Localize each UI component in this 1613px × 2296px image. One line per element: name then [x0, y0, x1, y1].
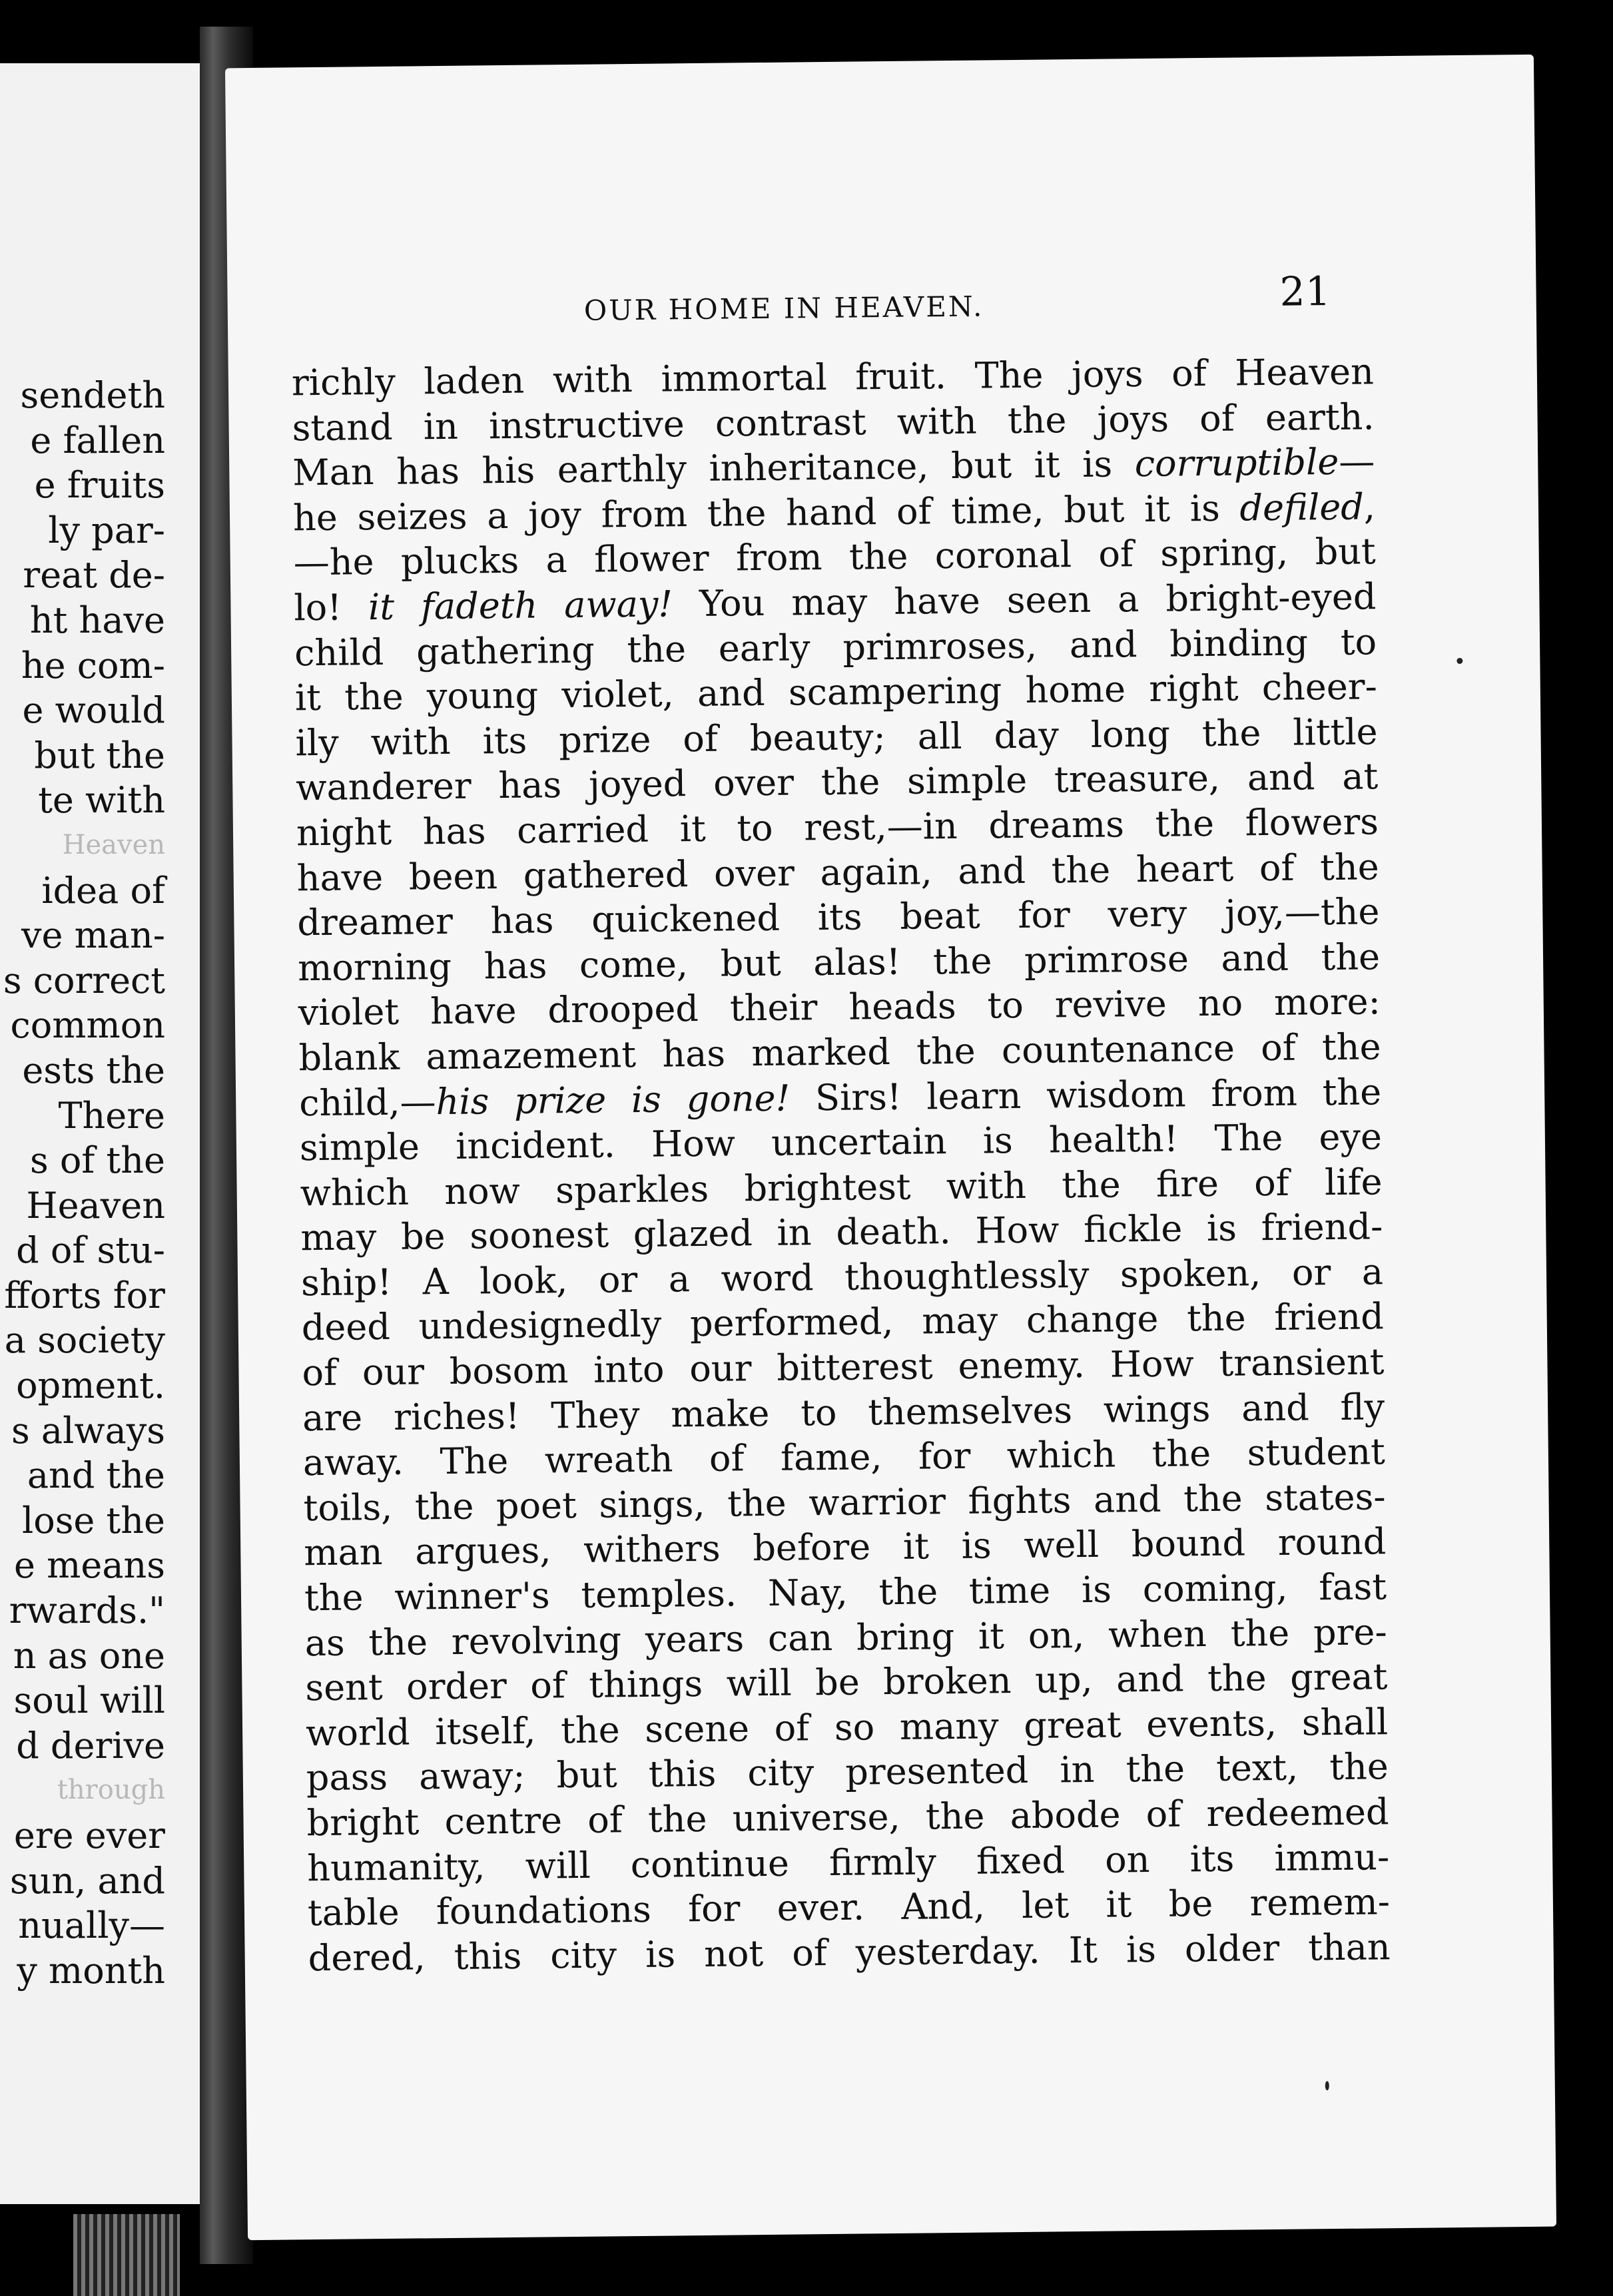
text-line-content: humanity, will continue firmly fixed on its immu-	[306, 1835, 1390, 1889]
left-page-line: ests the	[22, 1049, 165, 1091]
text-line-content: wanderer has joyed over the simple treasure, and at	[295, 755, 1379, 809]
left-page-line: rwards."	[9, 1589, 165, 1632]
text-line-content: have been gathered over again, and the heart of the	[296, 845, 1379, 899]
text-line-content: toils, the poet sings, the warrior fights and the states-	[303, 1476, 1386, 1530]
text-line-content: stand in instructive contrast with the joys of earth.	[292, 395, 1375, 449]
text-line-content: as the revolving years can bring it on, when the pre-	[304, 1610, 1387, 1664]
right-page	[225, 55, 1556, 2240]
text-line-content: table foundations for ever. And, let it be remem-	[307, 1880, 1391, 1934]
text-run: Sirs! learn wisdom from the	[789, 1070, 1382, 1119]
left-page-line: y month	[17, 1949, 165, 1992]
text-line-content: bright centre of the universe, the abode of redeemed	[306, 1791, 1389, 1845]
text-line-content: morning has come, but alas! the primrose and the	[297, 936, 1381, 990]
left-page-text	[0, 373, 165, 1993]
text-run: —	[1338, 440, 1375, 483]
text-line-content: pass away; but this city presented in the text, the	[306, 1745, 1389, 1799]
left-page-fragment	[0, 63, 206, 2204]
text-run: he seizes a joy from the hand of time, but it is	[292, 487, 1240, 539]
ink-speck	[1325, 2081, 1329, 2090]
italic-text-run: defiled	[1239, 485, 1365, 529]
text-line-content: away. The wreath of fame, for which the student	[302, 1430, 1386, 1484]
left-page-line: d derive	[16, 1724, 165, 1767]
text-run: ,	[1363, 485, 1376, 528]
page-edge-strip	[73, 2214, 180, 2296]
left-page-line: sun, and	[9, 1859, 165, 1902]
text-line-content: world itself, the scene of so many great events, shall	[305, 1701, 1389, 1755]
text-line-content: which now sparkles brightest with the fire of life	[300, 1160, 1383, 1214]
text-run: You may have seen a bright-eyed	[672, 575, 1377, 625]
text-line-content: are riches! They make to themselves wings and fly	[302, 1385, 1385, 1439]
text-line-content: sent order of things will be broken up, and the great	[305, 1655, 1388, 1709]
left-page-line: ve man-	[21, 914, 165, 957]
left-page-line: te with	[38, 779, 165, 822]
text-line-content: the winner's temples. Nay, the time is coming, fast	[304, 1566, 1387, 1619]
italic-text-run: corruptible	[1134, 441, 1339, 485]
page-number: 21	[1279, 268, 1331, 316]
running-head: OUR HOME IN HEAVEN.	[583, 290, 984, 327]
left-page-line: reat de-	[23, 554, 165, 597]
text-run: child,—	[298, 1080, 436, 1124]
text-run: lo!	[294, 586, 369, 629]
left-page-line: s correct	[3, 959, 165, 1002]
text-line-content: simple incident. How uncertain is health! The eye	[299, 1115, 1383, 1169]
text-line-content: dered, this city is not of yesterday. It is older than	[308, 1925, 1391, 1980]
text-line-content: it the young violet, and scampering home right cheer-	[294, 665, 1378, 719]
page-body-text	[292, 349, 1391, 1980]
left-page-line: ere ever	[13, 1815, 165, 1857]
left-page-line: soul will	[13, 1679, 165, 1722]
left-page-line: a society	[4, 1319, 165, 1362]
left-page-line: e fruits	[34, 464, 165, 507]
text-line-content: ship! A look, or a word thoughtlessly spoken, or a	[300, 1251, 1384, 1304]
left-page-line: sendeth	[20, 374, 165, 416]
italic-text-run: his prize is gone!	[436, 1077, 791, 1123]
left-page-line: Heaven	[26, 1184, 165, 1227]
text-line-content: richly laden with immortal fruit. The joys of Heaven	[291, 350, 1375, 404]
left-page-line: s of the	[30, 1139, 165, 1182]
text-line-content: may be soonest glazed in death. How fickle is friend-	[300, 1205, 1383, 1259]
left-page-line: e means	[14, 1544, 165, 1587]
text-line-content: deed undesignedly performed, may change the friend	[301, 1295, 1385, 1349]
left-page-line: nually—	[18, 1904, 165, 1947]
left-page-line: s always	[11, 1409, 165, 1452]
left-page-line: n as one	[13, 1634, 165, 1677]
left-page-line: common	[10, 1004, 165, 1047]
left-page-line: ht have	[29, 599, 165, 641]
ink-speck	[1456, 658, 1462, 664]
left-page-line: e would	[22, 689, 165, 732]
text-line-content: of our bosom into our bitterest enemy. How transient	[302, 1340, 1385, 1394]
left-page-line: and the	[27, 1454, 165, 1497]
left-page-line: through	[57, 1775, 165, 1806]
text-line-content: child gathering the early primroses, and binding to	[294, 620, 1377, 674]
text-run: Man has his earthly inheritance, but it is	[292, 443, 1135, 494]
left-page-line: he com-	[21, 644, 165, 687]
text-line-content: dreamer has quickened its beat for very joy,—the	[297, 890, 1380, 944]
left-page-line: There	[58, 1094, 165, 1137]
text-line-content: blank amazement has marked the countenance of the	[298, 1025, 1381, 1079]
left-page-line: Heaven	[62, 829, 165, 860]
text-line-content: night has carried it to rest,—in dreams the flowers	[296, 800, 1379, 854]
left-page-line: but the	[34, 734, 165, 776]
left-page-line: ly par-	[48, 509, 165, 551]
text-line-content: —he plucks a flower from the coronal of spring, but	[293, 530, 1376, 584]
left-page-line: d of stu-	[16, 1229, 165, 1272]
text-line-content: ily with its prize of beauty; all day long the little	[295, 711, 1378, 764]
text-line-content: violet have drooped their heads to revive no more:	[298, 980, 1381, 1034]
left-page-line: opment.	[16, 1364, 165, 1407]
italic-text-run: it fadeth away!	[368, 583, 673, 629]
left-page-line: lose the	[21, 1499, 165, 1542]
left-page-line: fforts for	[4, 1274, 165, 1316]
left-page-line: e fallen	[30, 419, 165, 461]
left-page-line: idea of	[41, 869, 165, 912]
text-line-content: man argues, withers before it is well bound round	[304, 1520, 1387, 1574]
